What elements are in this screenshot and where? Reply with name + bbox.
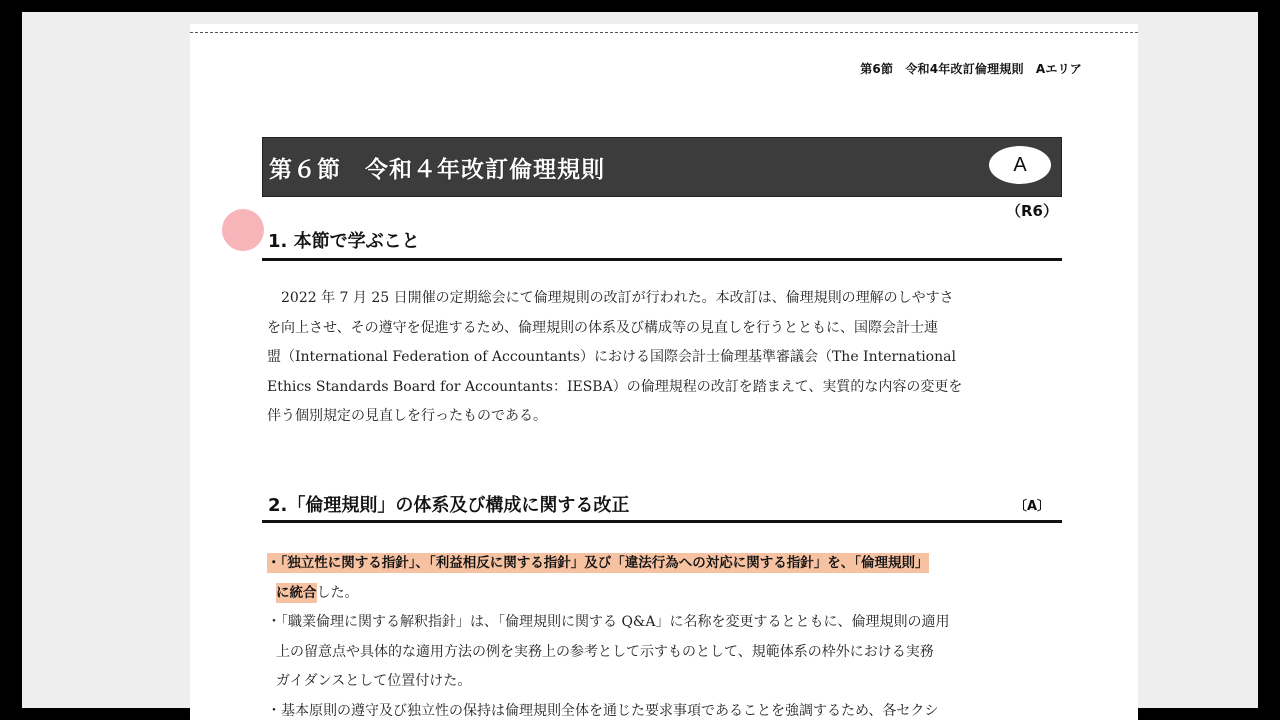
document-viewer[interactable] (22, 12, 1258, 719)
bullet-text: した。 (316, 584, 359, 601)
bullet-line: 上の留意点や具体的な適用方法の例を実務上の参考として示すものとして、規範体系の枠外における実務 (276, 643, 934, 660)
running-header: 第6節 令和4年改訂倫理規則 Aエリア (860, 62, 1082, 76)
section2-rule (262, 520, 1062, 523)
body-line: Ethics Standards Board for Accountants：IESBA）の倫理規程の改訂を踏まえて、実質的な内容の変更を (267, 378, 963, 395)
highlighted-text: に統合 (276, 584, 317, 601)
section1-body (267, 284, 1062, 432)
body-line: 盟（International Federation of Accountants）における国際会計士倫理基準審議会（The International (267, 349, 956, 365)
pointer-highlight (222, 209, 264, 251)
cut-line-divider (190, 32, 1138, 33)
section-title-banner (262, 137, 1062, 197)
level-badge: A (989, 146, 1051, 184)
section2-level: 〔A〕 (1013, 499, 1050, 514)
bullet-highlight-line (267, 549, 1067, 579)
revision-label: （R6） (1006, 202, 1058, 220)
section2-heading: 2.「倫理規則」の体系及び構成に関する改正 (268, 495, 630, 516)
highlighted-text: ・「独立性に関する指針」、「利益相反に関する指針」及び「違法行為への対応に関する指針」を、「倫理規則」 (267, 555, 929, 571)
body-line: 2022 年 7 月 25 日開催の定期総会にて倫理規則の改訂が行われた。本改訂は、倫理規則の理解のしやすさ (267, 290, 954, 306)
page-title: 第６節 令和４年改訂倫理規則 (269, 157, 605, 183)
body-line: を向上させ、その遵守を促進するため、倫理規則の体系及び構成等の見直しを行うとともに、国際会計士連 (267, 319, 939, 336)
bullet-line: ガイダンスとして位置付けた。 (276, 673, 472, 689)
body-line: 伴う個別規定の見直しを行ったものである。 (267, 408, 547, 424)
bullet-line: ・「職業倫理に関する解釈指針」は、「倫理規則に関する Q&A」に名称を変更するとともに、倫理規則の適用 (267, 614, 950, 630)
section1-rule (262, 258, 1062, 261)
document-page (190, 24, 1138, 720)
bullet-line: ・基本原則の遵守及び独立性の保持は倫理規則全体を通じた要求事項であることを強調するため、各セクシ (267, 702, 939, 719)
bullet-line (267, 579, 1067, 609)
section1-heading: 1. 本節で学ぶこと (268, 231, 420, 252)
section2-bullets (267, 549, 1067, 720)
